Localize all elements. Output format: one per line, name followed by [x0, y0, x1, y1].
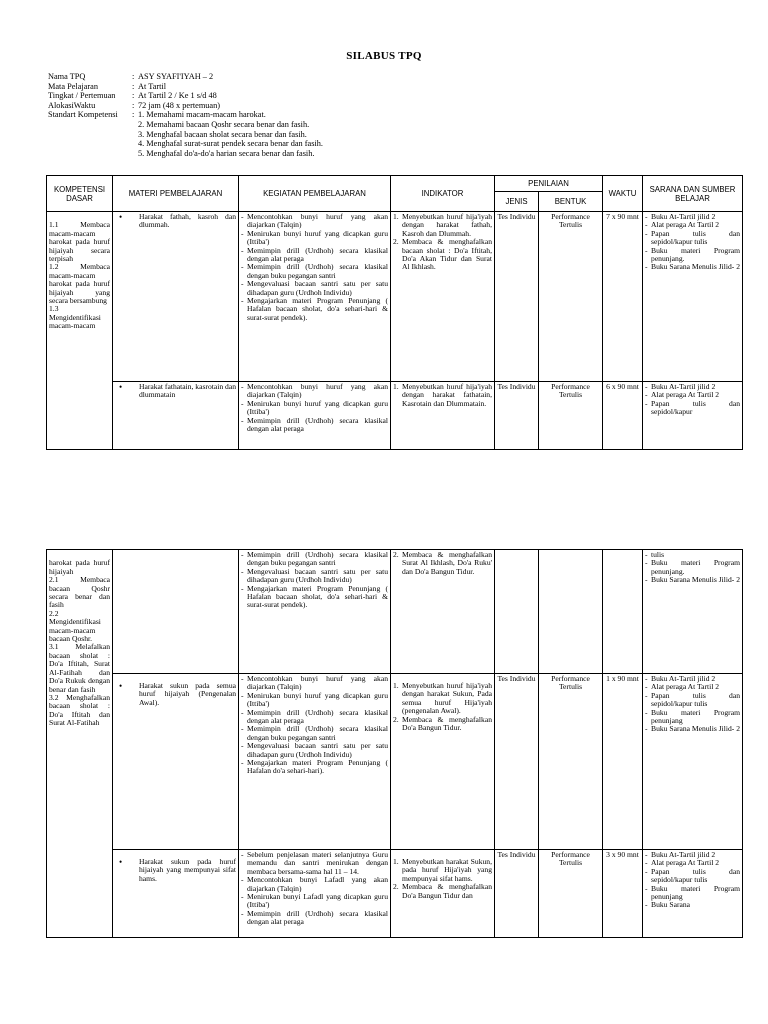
header-indikator: INDIKATOR — [391, 176, 495, 212]
indikator-cell — [391, 382, 495, 450]
sarana-item: - Buku At-Tartil jilid 2 — [645, 213, 740, 221]
header-kegiatan: KEGIATAN PEMBELAJARAN — [239, 176, 391, 212]
sarana-cell — [643, 382, 743, 450]
meta-value: ASY SYAFI'IYAH – 2 — [138, 72, 214, 81]
jenis-cell: Tes Individu — [495, 850, 539, 938]
competency-standard-item: 4. Menghafal surat-surat pendek secara benar dan fasih. — [138, 139, 323, 149]
competency-standard-item: 5. Menghafal do'a-do'a harian secara benar dan fasih. — [138, 148, 315, 158]
sarana-item: - tulis — [645, 551, 740, 559]
sarana-item: - Buku materi Program penunjang — [645, 885, 740, 902]
meta-value: 72 jam (48 x pertemuan) — [138, 100, 221, 110]
sarana-item: - Buku At-Tartil jilid 2 — [645, 675, 740, 683]
indikator-cell — [391, 674, 495, 850]
indikator-item: 2. Membaca & menghafalkan bacaan sholat : Do'a Iftitah, Do'a Akan Tidur dan Surat Al Ikhlash. — [393, 237, 492, 272]
kegiatan-cell — [239, 674, 391, 850]
indikator-item: 1. Menyebutkan huruf hija'iyah dengan harakat Sukun, Pada semua huruf Hija'iyah (pengenalan Awal). — [393, 681, 492, 716]
waktu-cell: 1 x 90 mnt — [603, 674, 643, 850]
sarana-item: - Papan tulis dan sepidol/kapur — [645, 400, 740, 417]
sarana-item: - Buku Sarana Menulis Jilid- 2 — [645, 725, 740, 733]
sarana-item: - Alat peraga At Tartil 2 — [645, 221, 740, 229]
sarana-item: - Buku Sarana — [645, 901, 740, 909]
bentuk-cell — [539, 550, 603, 674]
jenis-cell: Tes Individu — [495, 212, 539, 382]
materi-text: • Harakat fathah, kasroh dan dlummah. — [115, 213, 236, 230]
syllabus-meta — [48, 72, 323, 158]
meta-value: At Tartil — [138, 81, 167, 91]
sarana-item: - Buku At-Tartil jilid 2 — [645, 383, 740, 391]
materi-cell — [113, 212, 239, 382]
kegiatan-item: - Mengevaluasi bacaan santri satu per satu dihadapan guru (Urdhoh Individu) — [241, 568, 388, 585]
bentuk-cell: Performance Tertulis — [539, 382, 603, 450]
materi-text: • Harakat fathatain, kasrotain dan dlummatain — [115, 383, 236, 400]
kegiatan-item: - Menirukan bunyi huruf yang dicapkan guru (Ittiba') — [241, 692, 388, 709]
syllabus-table-2 — [46, 549, 743, 938]
kegiatan-item: - Memimpin drill (Urdhoh) secara klasikal dengan alat peraga — [241, 247, 388, 264]
meta-row: Standart Kompetensi : 1. Memahami macam-macam harokat. — [48, 110, 266, 120]
sarana-item: - Alat peraga At Tartil 2 — [645, 391, 740, 399]
sarana-item: - Buku At-Tartil jilid 2 — [645, 851, 740, 859]
meta-row: Nama TPQ : ASY SYAFI'IYAH – 2 — [48, 72, 214, 81]
sarana-item: - Papan tulis dan sepidol/kapur tulis — [645, 692, 740, 709]
waktu-cell: 7 x 90 mnt — [603, 212, 643, 382]
header-waktu: WAKTU — [603, 176, 643, 212]
jenis-cell — [495, 550, 539, 674]
sarana-cell — [643, 550, 743, 674]
syllabus-table-1 — [46, 175, 743, 450]
meta-value: At Tartil 2 / Ke 1 s/d 48 — [138, 91, 217, 101]
materi-cell — [113, 850, 239, 938]
meta-label: AlokasiWaktu — [48, 100, 96, 110]
waktu-cell: 6 x 90 mnt — [603, 382, 643, 450]
page-title: SILABUS TPQ — [346, 50, 422, 62]
sarana-cell — [643, 212, 743, 382]
meta-value: 1. Memahami macam-macam harokat. — [138, 110, 266, 120]
materi-text: • Harakat sukun pada huruf hijaiyah yang mempunyai sifat hams. — [115, 858, 236, 883]
kompetensi-dasar-text: 1.1 Membaca macam-macam harokat pada huruf hijaiyah secara terpisah 1.2 Membaca macam-macam harokat pada huruf hijaiyah yang secara bersambung 1.3 Mengidentifikasi macam-macam — [49, 220, 110, 331]
materi-text: • Harakat sukun pada semua huruf hijaiyah (Pengenalan Awal). — [115, 682, 236, 707]
waktu-cell: 3 x 90 mnt — [603, 850, 643, 938]
materi-cell — [113, 382, 239, 450]
indikator-item: 2. Membaca & menghafalkan Surat Al Ikhlash, Do'a Ruku' dan Do'a Bangun Tidur. — [393, 550, 492, 576]
materi-cell — [113, 674, 239, 850]
materi-cell — [113, 550, 239, 674]
jenis-cell: Tes Individu — [495, 382, 539, 450]
kegiatan-item: - Menirukan bunyi huruf yang dicapkan guru (Ittiba') — [241, 230, 388, 247]
indikator-item: 1. Menyebutkan harakat Sukun, pada huruf Hija'iyah yang mempunyai sifat hams. — [393, 857, 492, 883]
competency-standard-item: 3. Menghafal bacaan sholat secara benar dan fasih. — [138, 129, 307, 139]
indikator-item: 1. Menyebutkan huruf hija'iyah dengan harakat fathatain, Kasrotain dan Dlummatain. — [393, 382, 492, 408]
meta-label: Tingkat / Pertemuan — [48, 91, 116, 101]
kegiatan-item: - Menirukan bunyi huruf yang dicapkan guru (Ittiba') — [241, 400, 388, 417]
kegiatan-item: - Memimpin drill (Urdhoh) secara klasikal dengan buku pegangan santri — [241, 551, 388, 568]
sarana-item: - Buku materi Program penunjang. — [645, 559, 740, 576]
sarana-cell — [643, 674, 743, 850]
kegiatan-item: - Mengevaluasi bacaan santri satu per satu dihadapan guru (Urdhoh Individu) — [241, 742, 388, 759]
indikator-cell — [391, 850, 495, 938]
sarana-item: - Buku materi Program penunjang — [645, 709, 740, 726]
kompetensi-dasar-cell — [47, 212, 113, 450]
kegiatan-item: - Memimpin drill (Urdhoh) secara klasikal dengan buku pegangan santri — [241, 263, 388, 280]
sarana-item: - Buku Sarana Menulis Jilid- 2 — [645, 576, 740, 584]
kegiatan-cell — [239, 550, 391, 674]
kegiatan-cell — [239, 382, 391, 450]
meta-label: Mata Pelajaran — [48, 81, 98, 91]
jenis-cell: Tes Individu — [495, 674, 539, 850]
kegiatan-item: - Mencontohkan bunyi Lafadl yang akan diajarkan (Talqin) — [241, 876, 388, 893]
meta-row: AlokasiWaktu : 72 jam (48 x pertemuan) — [48, 100, 221, 110]
waktu-cell — [603, 550, 643, 674]
kegiatan-item: - Mencontohkan bunyi huruf yang akan diajarkan (Talqin) — [241, 383, 388, 400]
sarana-item: - Papan tulis dan sepidol/kapur tulis — [645, 868, 740, 885]
header-sarana: SARANA DAN SUMBER BELAJAR — [643, 176, 743, 212]
kegiatan-item: - Mengajarkan materi Program Penunjang ( Hafalan do'a sehari-hari). — [241, 759, 388, 776]
kegiatan-cell — [239, 212, 391, 382]
meta-label: Nama TPQ — [48, 72, 86, 81]
header-materi: MATERI PEMBELAJARAN — [113, 176, 239, 212]
kompetensi-dasar-cell — [47, 550, 113, 938]
meta-label: Standart Kompetensi — [48, 110, 118, 120]
indikator-item: 1. Menyebutkan huruf hija'iyah dengan harakat fathah, Kasroh dan Dlummah. — [393, 212, 492, 238]
header-kompetensi: KOMPETENSI DASAR — [47, 176, 113, 212]
kegiatan-item: - Memimpin drill (Urdhoh) secara klasikal dengan alat peraga — [241, 709, 388, 726]
indikator-item: 2. Membaca & menghafalkan Do'a Bangun Tidur. — [393, 714, 492, 733]
sarana-item: - Alat peraga At Tartil 2 — [645, 859, 740, 867]
kegiatan-item: - Mencontohkan bunyi huruf yang akan diajarkan (Talqin) — [241, 675, 388, 692]
sarana-cell — [643, 850, 743, 938]
kegiatan-item: - Mengajarkan materi Program Penunjang ( Hafalan bacaan sholat, do'a sehari-hari & surat-surat pendek). — [241, 297, 388, 322]
sarana-item: - Buku materi Program penunjang. — [645, 247, 740, 264]
competency-standard-item: 2. Memahami bacaan Qoshr secara benar dan fasih. — [138, 119, 310, 129]
meta-row: Tingkat / Pertemuan : At Tartil 2 / Ke 1 s/d 48 — [48, 91, 217, 101]
bentuk-cell: Performance Tertulis — [539, 674, 603, 850]
kegiatan-item: - Mencontohkan bunyi huruf yang akan diajarkan (Talqin) — [241, 213, 388, 230]
kegiatan-cell — [239, 850, 391, 938]
kegiatan-item: - Memimpin drill (Urdhoh) secara klasikal dengan alat peraga — [241, 417, 388, 434]
kompetensi-dasar-text: harokat pada huruf hijaiyah 2.1 Membaca bacaan Qoshr secara benar dan fasih 2.2 Mengidentifikasi macam-macam bacaan Qoshr. 3.1 Melafalkan bacaan sholat : Do'a Iftitah, Surat Al-Fatihah dan Do'a Rukuk dengan benar dan fasih 3.2 Menghafalkan bacaan sholat : Do'a Iftitah dan Surat Al-Fatihah — [49, 558, 110, 728]
sarana-item: - Papan tulis dan sepidol/kapur tulis — [645, 230, 740, 247]
header-bentuk: BENTUK — [539, 192, 603, 212]
indikator-cell — [391, 212, 495, 382]
meta-row: Mata Pelajaran : At Tartil — [48, 81, 167, 91]
sarana-item: - Alat peraga At Tartil 2 — [645, 683, 740, 691]
bentuk-cell: Performance Tertulis — [539, 212, 603, 382]
sarana-item: - Buku Sarana Menulis Jilid- 2 — [645, 263, 740, 271]
kegiatan-item: - Memimpin drill (Urdhoh) secara klasikal dengan alat peraga — [241, 910, 388, 927]
kegiatan-item: - Mengevaluasi bacaan santri satu per satu dihadapan guru (Urdhoh Individu) — [241, 280, 388, 297]
header-jenis: JENIS — [495, 192, 539, 212]
kegiatan-item: - Sebelum penjelasan materi selanjutnya Guru memandu dan santri menirukan dengan membaca bersama-sama hal 11 – 14. — [241, 851, 388, 876]
kegiatan-item: - Memimpin drill (Urdhoh) secara klasikal dengan buku pegangan santri — [241, 725, 388, 742]
bentuk-cell: Performance Tertulis — [539, 850, 603, 938]
header-penilaian: PENILAIAN — [495, 176, 603, 192]
kegiatan-item: - Mengajarkan materi Program Penunjang ( Hafalan bacaan sholat, do'a sehari-hari & surat-surat pendek). — [241, 585, 388, 610]
indikator-cell — [391, 550, 495, 674]
indikator-item: 2. Membaca & menghafalkan Do'a Bangun Tidur dan — [393, 882, 492, 900]
kegiatan-item: - Menirukan bunyi Lafadl yang dicapkan guru (Ittiba') — [241, 893, 388, 910]
